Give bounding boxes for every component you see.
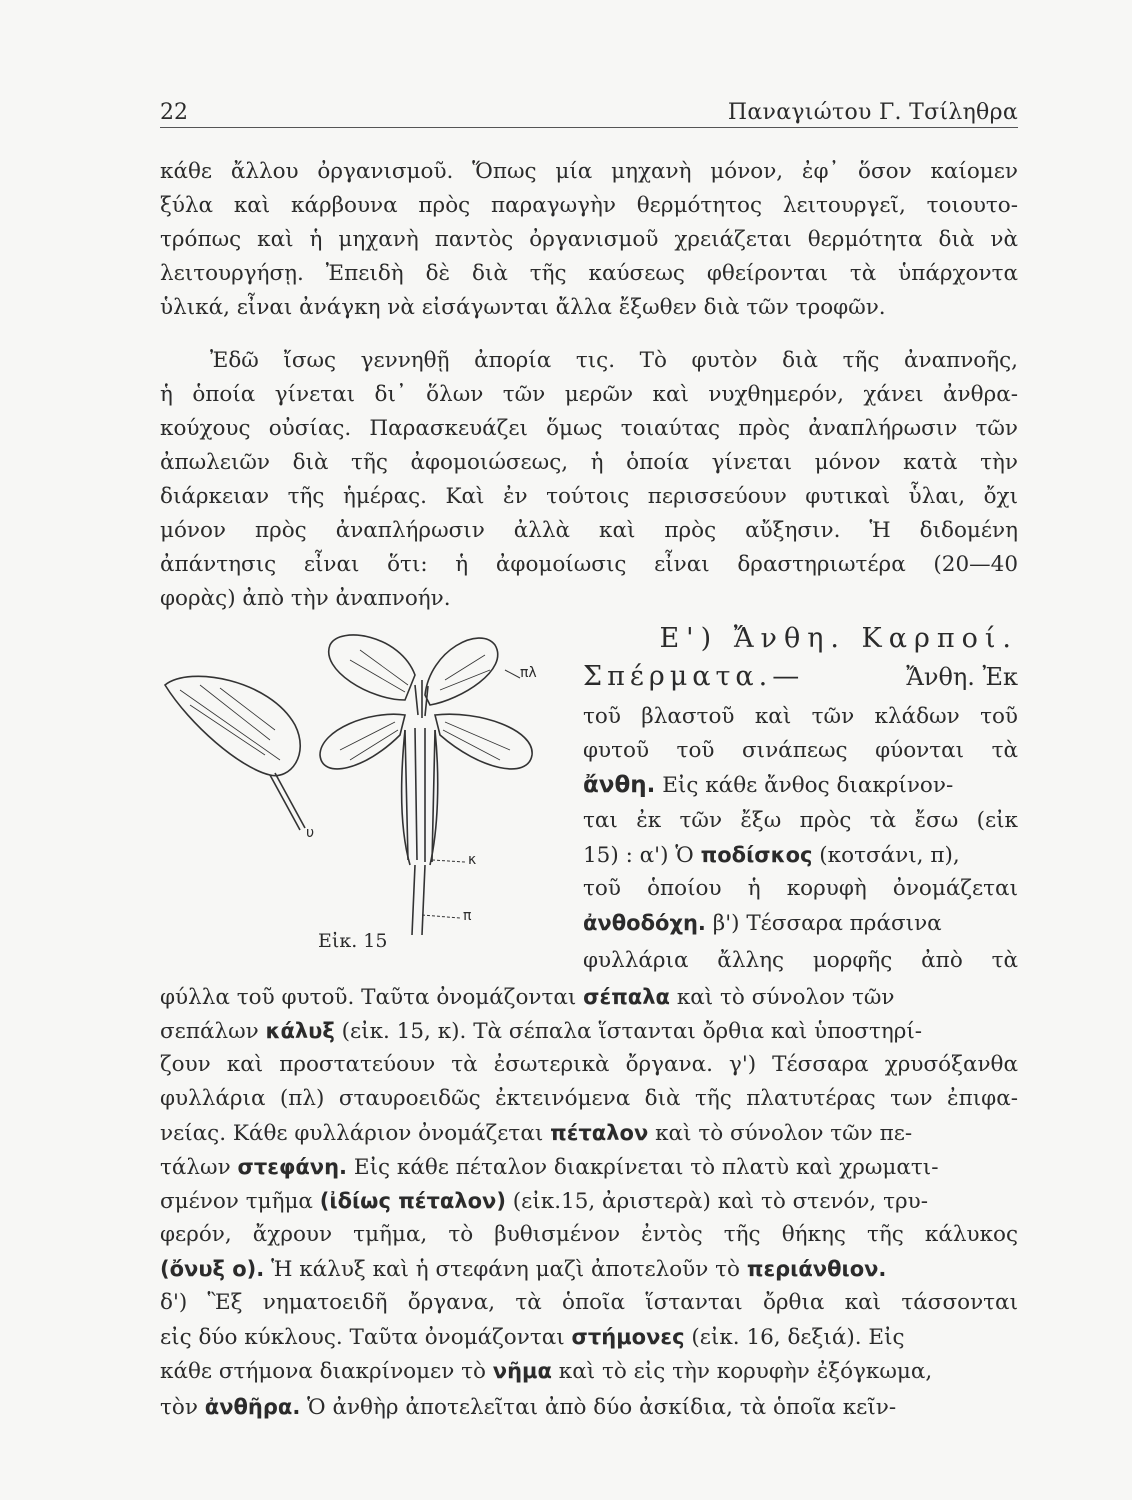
- label-calyx: κ: [468, 852, 477, 868]
- term-stefani: στεφάνη.: [237, 1155, 348, 1179]
- header-rule: [160, 127, 1018, 128]
- term-perianthion: περιάνθιον.: [746, 1257, 887, 1281]
- text-line: [160, 1390, 1018, 1425]
- figure-caption: Εἰκ. 15: [318, 930, 388, 952]
- term-petalon: πέταλον: [550, 1121, 649, 1145]
- text-line: δ') Ἓξ νηματοειδῆ ὄργανα, τὰ ὁποῖα ἵστανται ὄρθια καὶ τάσσονται: [160, 1290, 1018, 1315]
- text-fragment: κάθε στήμονα διακρίνομεν τὸ: [160, 1359, 486, 1384]
- text-line: φυτοῦ τοῦ σινάπεως φύονται τὰ: [583, 738, 1018, 763]
- text-fragment: Εἰς κάθε πέταλον διακρίνεται τὸ πλατὺ καὶ χρωματι-: [353, 1155, 939, 1180]
- text-fragment: σμένον τμῆμα: [160, 1189, 313, 1214]
- term-anthi: ἄνθη.: [583, 772, 656, 798]
- text-fragment: (εἰκ. 16, δεξιά). Εἰς: [691, 1325, 905, 1350]
- text-fragment: καὶ τὸ σύνολον τῶν: [676, 985, 895, 1010]
- text-line: ἡ ὁποία γίνεται δι᾽ ὅλων τῶν μερῶν καὶ νυχθημερόν, χάνει ἀνθρα-: [160, 382, 1018, 407]
- term-podiskos: ποδίσκος: [700, 843, 813, 867]
- text-fragment: Ἄνθη. Ἐκ: [906, 663, 1018, 691]
- petal-left: [320, 714, 405, 769]
- text-fragment: Εἰς κάθε ἄνθος διακρίνον-: [662, 773, 954, 798]
- section-subheading: Σπέρματα.—: [583, 661, 805, 692]
- text-line: τοῦ βλαστοῦ καὶ τῶν κλάδων τοῦ: [583, 704, 1018, 729]
- text-line: [160, 1014, 1018, 1049]
- section-heading: Ε') Ἄνθη. Καρποί.: [659, 623, 1018, 654]
- term-anthodochi: ἀνθοδόχη.: [583, 911, 706, 935]
- text-line: ξύλα καὶ κάρβουνα πρὸς παραγωγὴν θερμότητος λειτουργεῖ, τοιουτο-: [160, 193, 1018, 218]
- text-line: φυλλάρια ἄλλης μορφῆς ἀπὸ τὰ: [583, 948, 1018, 973]
- term-nima: νῆμα: [492, 1359, 552, 1383]
- text-line: φυλλάρια (πλ) σταυροειδῶς ἐκτεινόμενα διὰ τῆς πλατυτέρας των ἐπιφα-: [160, 1086, 1018, 1111]
- label-sepal: υ: [306, 825, 315, 841]
- flower-drawing: [160, 630, 580, 960]
- calyx: [405, 728, 435, 862]
- text-fragment: εἰς δύο κύκλους. Ταῦτα ὀνομάζονται: [160, 1325, 565, 1350]
- text-line: [583, 660, 1018, 696]
- text-line: ὑλικά, εἶναι ἀνάγκη νὰ εἰσάγωνται ἄλλα ἔξωθεν διὰ τῶν τροφῶν.: [160, 295, 886, 320]
- text-fragment: 15) : α') Ὁ: [583, 843, 694, 868]
- text-line: [583, 768, 1018, 803]
- text-fragment: καὶ τὸ εἰς τὴν κορυφὴν ἐξόγκωμα,: [558, 1359, 933, 1384]
- text-line: λειτουργήσῃ. Ἐπειδὴ δὲ διὰ τῆς καύσεως φθείρονται τὰ ὑπάρχοντα: [160, 261, 1018, 286]
- text-line: κάθε ἄλλου ὀργανισμοῦ. Ὅπως μία μηχανὴ μόνον, ἐφ᾽ ὅσον καίομεν: [160, 159, 1018, 184]
- text-line: [160, 1320, 1018, 1355]
- text-line: [160, 1184, 1018, 1219]
- text-line: [583, 838, 1018, 873]
- term-sepala: σέπαλα: [583, 985, 670, 1009]
- text-fragment: τάλων: [160, 1155, 231, 1180]
- text-line: ζουν καὶ προστατεύουν τὰ ἐσωτερικὰ ὄργανα. γ') Τέσσαρα χρυσόξανθα: [160, 1052, 1018, 1077]
- text-fragment: (κοτσάνι, π),: [819, 843, 960, 868]
- text-fragment: σεπάλων: [160, 1019, 259, 1044]
- text-fragment: νείας. Κάθε φυλλάριον ὀνομάζεται: [160, 1121, 544, 1146]
- detached-petal: [165, 676, 300, 775]
- text-line: [160, 1354, 1018, 1389]
- text-line: [160, 1116, 1018, 1151]
- label-stalk: π: [463, 908, 472, 924]
- flower-illustration: [160, 630, 580, 960]
- page-header: [160, 100, 1018, 130]
- text-line: τοῦ ὁποίου ἡ κορυφὴ ὀνομάζεται: [583, 876, 1018, 901]
- text-line: ἀπωλειῶν διὰ τῆς ἀφομοιώσεως, ἡ ὁποία γίνεται μόνον κατὰ τὴν: [160, 450, 1018, 475]
- text-line: [160, 1252, 1018, 1287]
- term-onyx: (ὄνυξ ο).: [160, 1257, 265, 1281]
- text-line: τρόπως καὶ ἡ μηχανὴ παντὸς ὀργανισμοῦ χρειάζεται θερμότητα διὰ νὰ: [160, 227, 1018, 252]
- text-line: ἀπάντησις εἶναι ὅτι: ἡ ἀφομοίωσις εἶναι δραστηριωτέρα (20—40: [160, 552, 1018, 577]
- label-petal: πλ: [520, 665, 537, 681]
- running-title: Παναγιώτου Γ. Τσίληθρα: [727, 100, 1018, 125]
- text-line: [160, 980, 1018, 1015]
- text-fragment: Ἡ κάλυξ καὶ ἡ στεφάνη μαζὶ ἀποτελοῦν τὸ: [271, 1257, 740, 1282]
- term-stimones: στήμονες: [571, 1325, 685, 1349]
- stalk: [412, 865, 425, 935]
- text-line: μόνον πρὸς ἀναπλήρωσιν ἀλλὰ καὶ πρὸς αὔξησιν. Ἡ διδομένη: [160, 518, 1018, 543]
- text-fragment: τὸν: [160, 1395, 198, 1420]
- text-line: Ἐδῶ ἴσως γεννηθῇ ἀπορία τις. Τὸ φυτὸν διὰ τῆς ἀναπνοῆς,: [210, 348, 1018, 373]
- text-fragment: φύλλα τοῦ φυτοῦ. Ταῦτα ὀνομάζονται: [160, 985, 577, 1010]
- text-line: ται ἐκ τῶν ἔξω πρὸς τὰ ἔσω (εἰκ: [583, 808, 1018, 833]
- text-fragment: (εἰκ.15, ἀριστερὰ) καὶ τὸ στενόν, τρυ-: [512, 1189, 928, 1214]
- term-kalyx: κάλυξ: [265, 1019, 335, 1043]
- text-line: φερόν, ἄχρουν τμῆμα, τὸ βυθισμένον ἐντὸς τῆς θήκης τῆς κάλυκος: [160, 1222, 1018, 1247]
- text-line: φορὰς) ἀπὸ τὴν ἀναπνοήν.: [160, 586, 451, 611]
- text-line: κούχους οὐσίας. Παρασκευάζει ὅμως τοιαύτας πρὸς ἀναπλήρωσιν τῶν: [160, 416, 1018, 441]
- text-fragment: Ὁ ἀνθὴρ ἀποτελεῖται ἀπὸ δύο ἀσκίδια, τὰ ὁποῖα κεῖν-: [307, 1395, 897, 1420]
- text-fragment: (εἰκ. 15, κ). Τὰ σέπαλα ἵστανται ὄρθια καὶ ὑποστηρί-: [341, 1019, 923, 1044]
- page-number: 22: [160, 100, 188, 125]
- term-idios-petalon: (ἰδίως πέταλον): [319, 1189, 506, 1213]
- term-anthira: ἀνθῆρα.: [204, 1395, 301, 1419]
- text-line: [160, 1150, 1018, 1185]
- text-fragment: καὶ τὸ σύνολον τῶν πε-: [655, 1121, 913, 1146]
- text-fragment: β') Τέσσαρα πράσινα: [712, 911, 942, 936]
- petal-right: [435, 714, 532, 769]
- text-line: [583, 906, 1018, 941]
- text-line: διάρκειαν τῆς ἡμέρας. Καὶ ἐν τούτοις περισσεύουν φυτικαὶ ὗλαι, ὄχι: [160, 484, 1018, 509]
